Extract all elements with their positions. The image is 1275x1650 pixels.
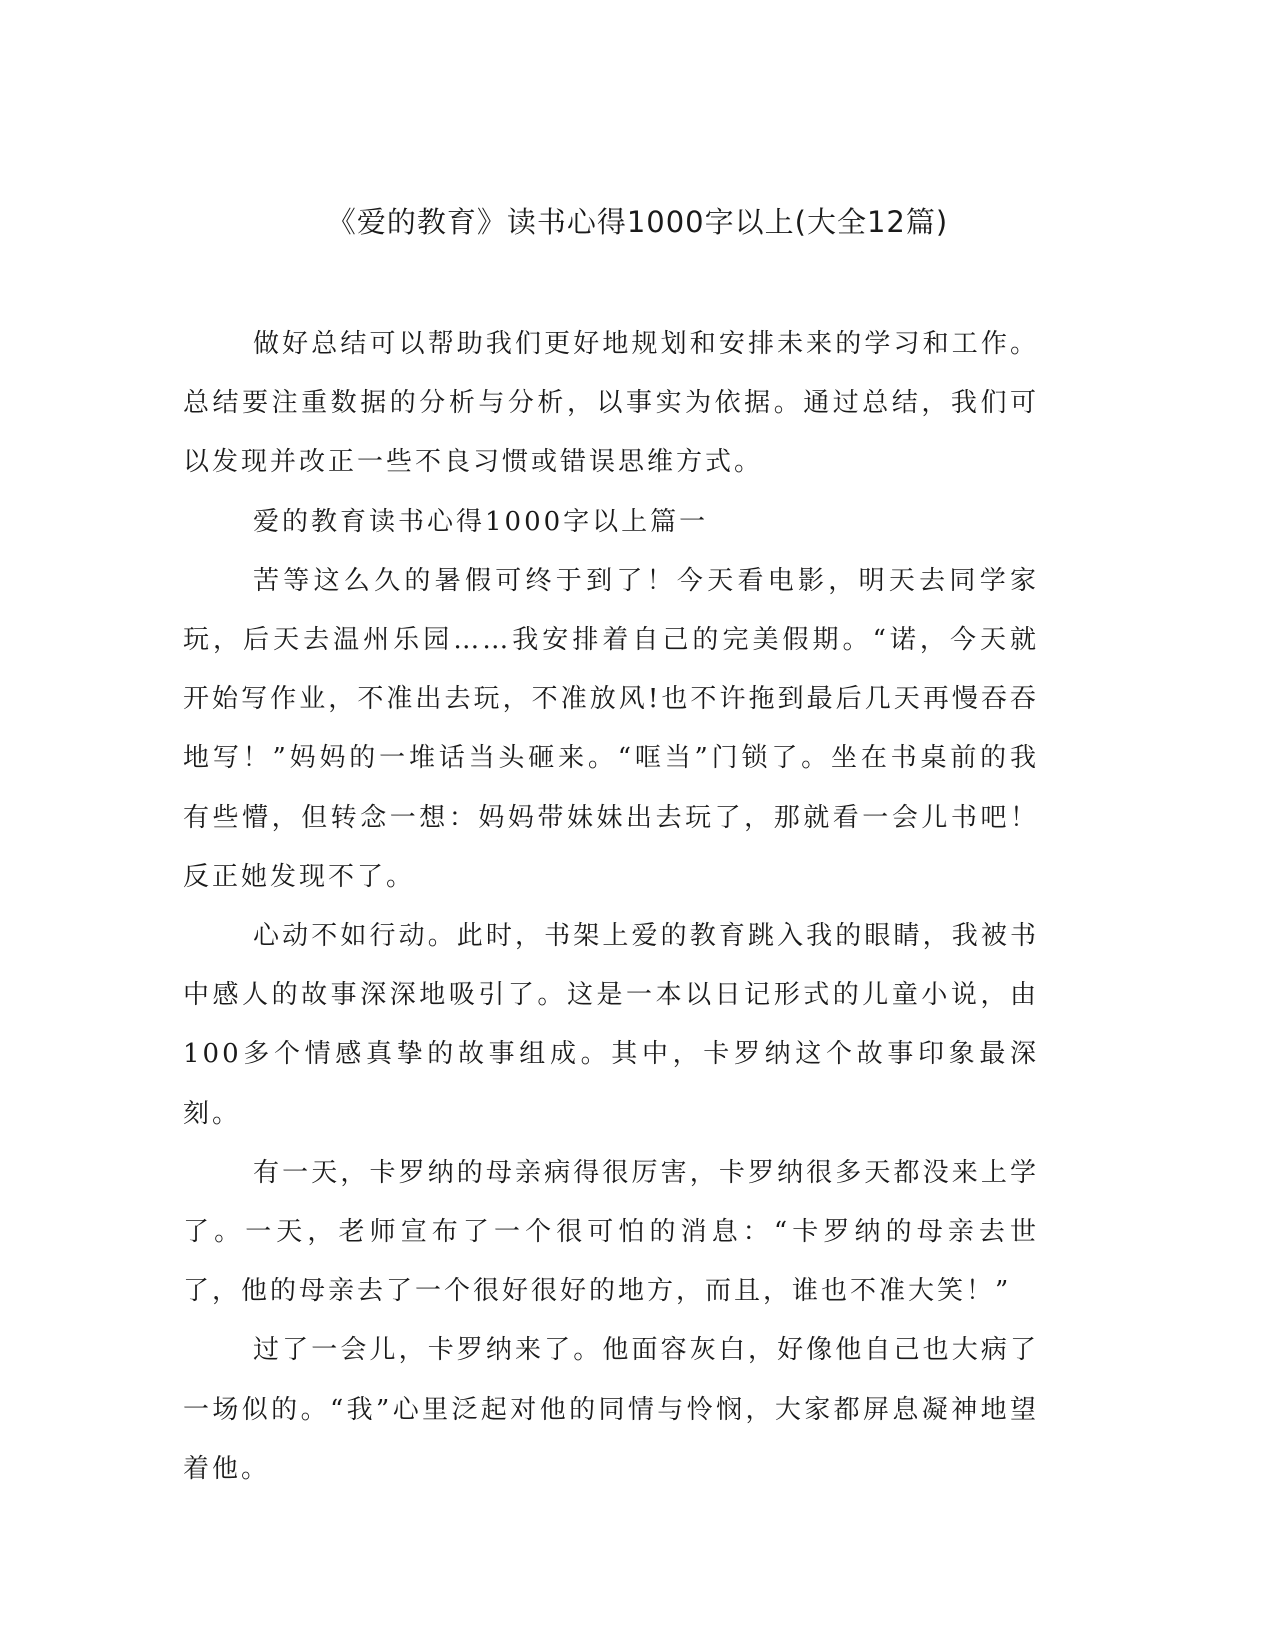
body-paragraph: 苦等这么久的暑假可终于到了！今天看电影，明天去同学家玩，后天去温州乐园……我安排着自己的完美假期。“诺，今天就开始写作业，不准出去玩，不准放风!也不许拖到最后几天再慢吞吞地写！”妈妈的一堆话当头砸来。“哐当”门锁了。坐在书桌前的我有些懵，但转念一想：妈妈带妹妹出去玩了，那就看一会儿书吧！反正她发现不了。 [183, 565, 1039, 892]
body-paragraph: 过了一会儿，卡罗纳来了。他面容灰白，好像他自己也大病了一场似的。“我”心里泛起对他的同情与怜悯，大家都屏息凝神地望着他。 [183, 1335, 1039, 1484]
body-paragraph: 心动不如行动。此时，书架上爱的教育跳入我的眼睛，我被书中感人的故事深深地吸引了。这是一本以日记形式的儿童小说，由100多个情感真挚的故事组成。其中，卡罗纳这个故事印象最深刻。 [183, 921, 1039, 1129]
document-title: 《爱的教育》读书心得1000字以上(大全12篇) [326, 205, 949, 239]
intro-paragraph: 做好总结可以帮助我们更好地规划和安排未来的学习和工作。总结要注重数据的分析与分析，以事实为依据。通过总结，我们可以发现并改正一些不良习惯或错误思维方式。 [183, 329, 1039, 478]
section-heading: 爱的教育读书心得1000字以上篇一 [253, 506, 709, 537]
document-body [183, 315, 1039, 1499]
body-paragraph: 有一天，卡罗纳的母亲病得很厉害，卡罗纳很多天都没来上学了。一天，老师宣布了一个很可怕的消息：“卡罗纳的母亲去世了，他的母亲去了一个很好很好的地方，而且，谁也不准大笑！” [183, 1157, 1039, 1307]
